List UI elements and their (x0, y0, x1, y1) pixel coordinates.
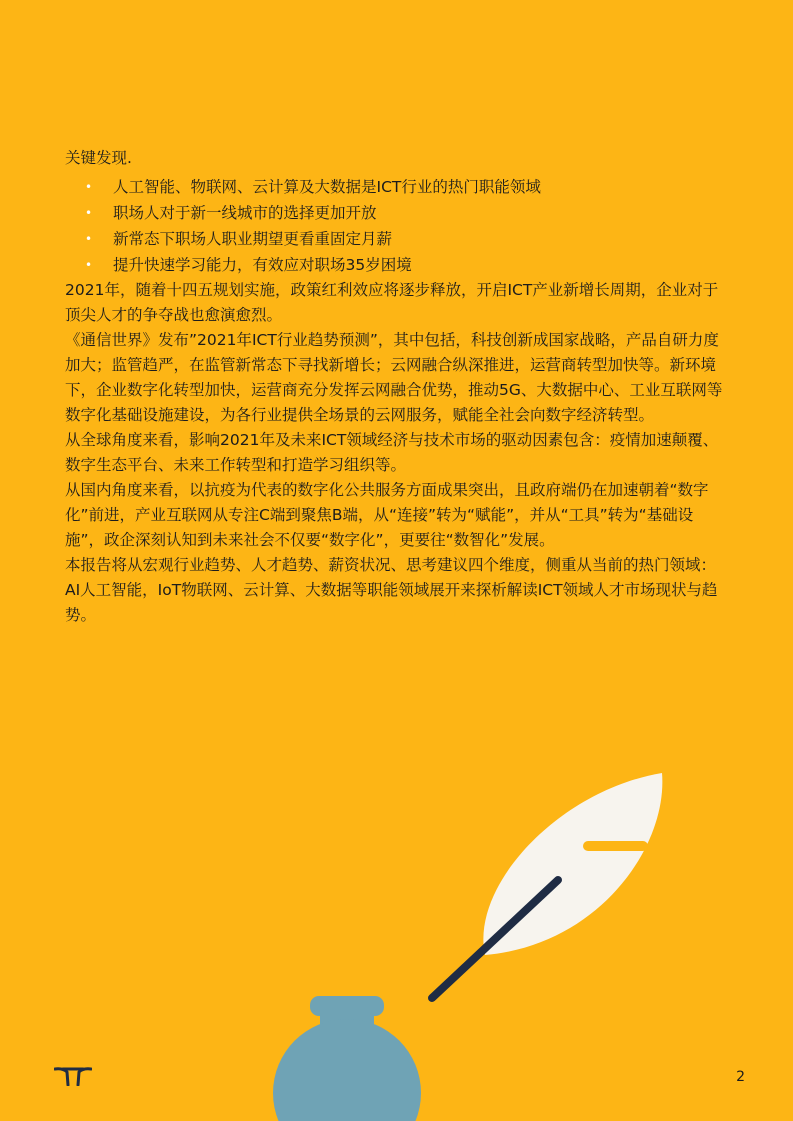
paragraph-domestic: 从国内角度来看，以抗疫为代表的数字化公共服务方面成果突出，且政府端仍在加速朝着“数字化”前进，产业互联网从专注C端到聚焦B端，从“连接”转为“赋能”，并从“工具”转为“基础设施”，政企深刻认知到未来社会不仅要“数字化”，更要往“数智化”发展。 (65, 481, 709, 549)
paragraph-intro: 2021年，随着十四五规划实施，政策红利效应将逐步释放，开启ICT产业新增长周期，企业对于顶尖人才的争夺战也愈演愈烈。 (65, 281, 719, 324)
key-findings-heading: 关键发现. (65, 149, 132, 167)
brand-logo-icon (54, 1066, 92, 1086)
bullet-icon: • (85, 258, 93, 272)
finding-text: 人工智能、物联网、云计算及大数据是ICT行业的热门职能领域 (113, 178, 541, 196)
finding-text: 职场人对于新一线城市的选择更加开放 (113, 204, 377, 222)
paragraph-global: 从全球角度来看，影响2021年及未来ICT领域经济与技术市场的驱动因素包含：疫情加速颠覆、数字生态平台、未来工作转型和打造学习组织等。 (65, 431, 719, 474)
bullet-icon: • (85, 180, 93, 194)
ink-bottle-icon (273, 996, 421, 1121)
finding-text: 新常态下职场人职业期望更看重固定月薪 (113, 230, 393, 248)
bullet-icon: • (85, 232, 93, 246)
page-number: 2 (736, 1069, 745, 1085)
paragraph-trends: 《通信世界》发布”2021年ICT行业趋势预测”，其中包括，科技创新成国家战略，产品自研力度加大；监管趋严，在监管新常态下寻找新增长；云网融合纵深推进，运营商转型加快等。新环境下，企业数字化转型加快，运营商充分发挥云网融合优势，推动5G、大数据中心、工业互联网等数字化基础设施建设，为各行业提供全场景的云网服务，赋能全社会向数字经济转型。 (65, 331, 723, 424)
bullet-icon: • (85, 206, 93, 220)
paragraph-scope: 本报告将从宏观行业趋势、人才趋势、薪资状况、思考建议四个维度，侧重从当前的热门领域：AI人工智能，IoT物联网、云计算、大数据等职能领域展开来探析解读ICT领域人才市场现状与趋势。 (65, 556, 718, 624)
finding-text: 提升快速学习能力，有效应对职场35岁困境 (113, 256, 412, 274)
feather-quill-icon (432, 773, 662, 998)
